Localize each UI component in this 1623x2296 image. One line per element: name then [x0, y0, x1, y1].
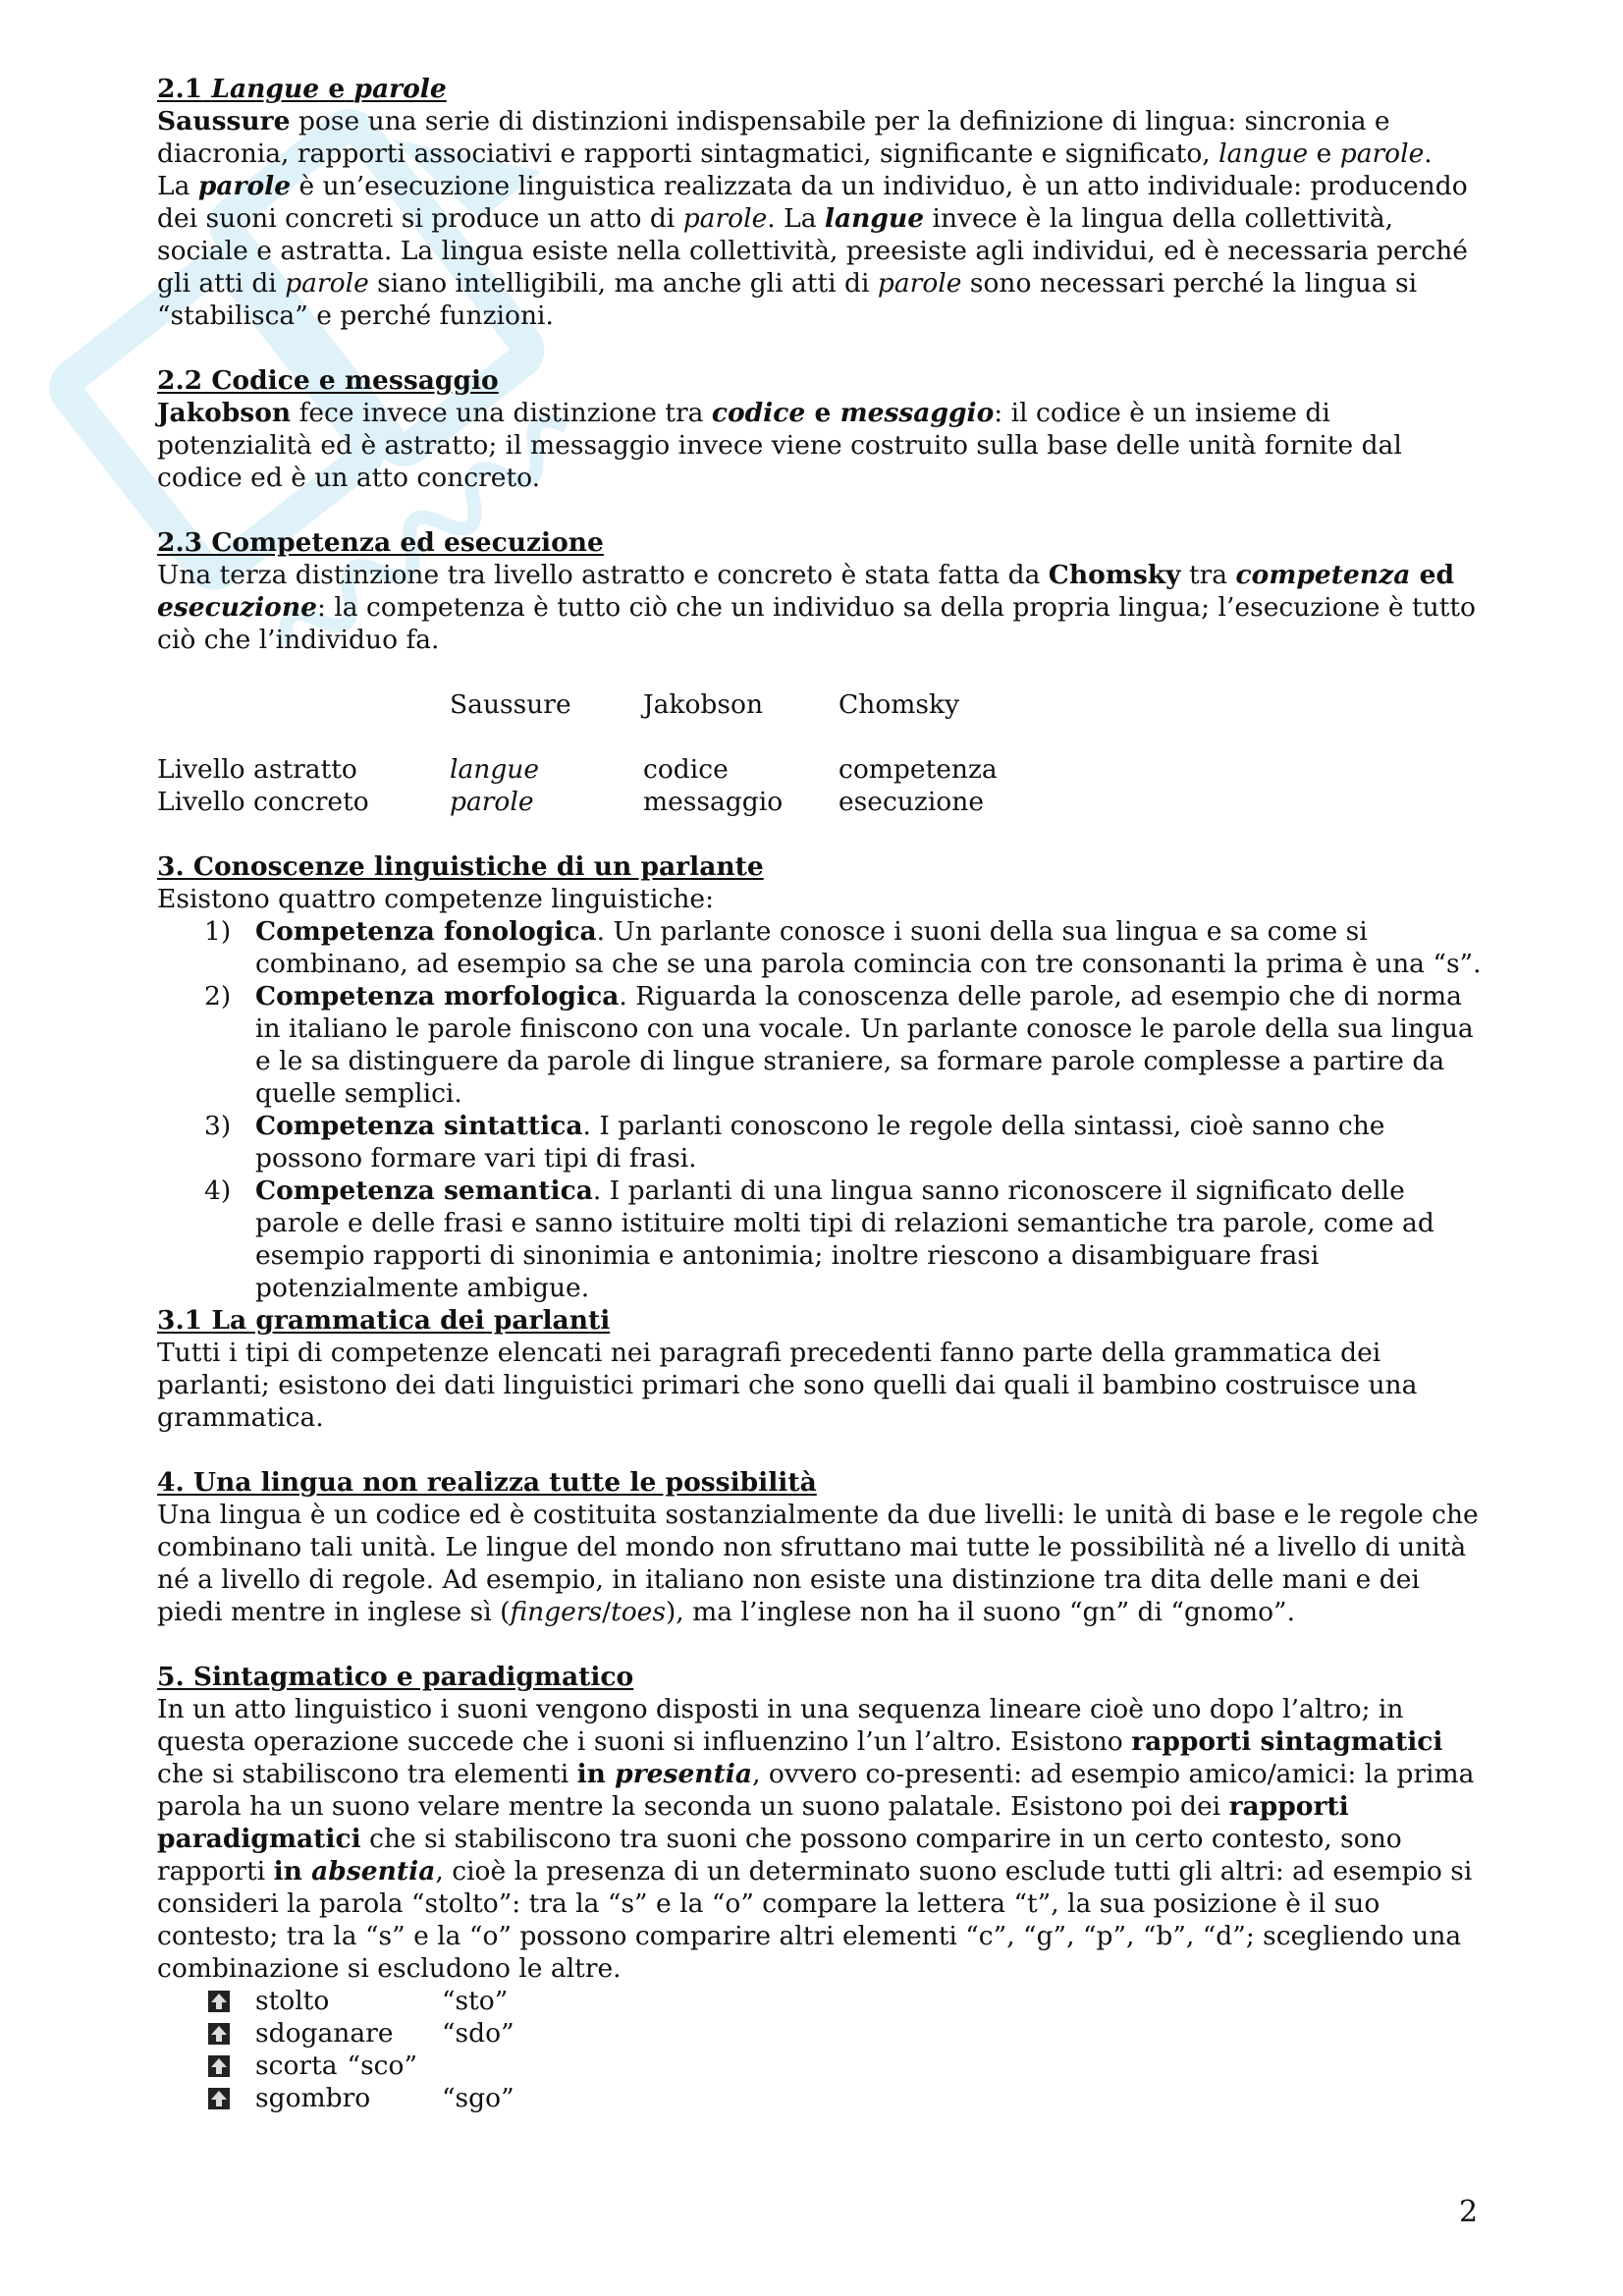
paragraph-text: fece invece una distinzione tra: [291, 398, 712, 428]
list-item-title: Competenza semantica: [255, 1175, 593, 1206]
paragraph-text: La: [157, 171, 198, 201]
emphasis-text: Saussure: [157, 106, 291, 137]
emphasis-text: parole: [682, 203, 768, 234]
table-header-row: [157, 688, 998, 721]
emphasis-text: parole: [1339, 138, 1425, 169]
competence-list: [157, 915, 1483, 1304]
paragraph-text: e: [1308, 138, 1340, 169]
paragraph-text: è un’esecuzione linguistica realizzata da un individuo, è un atto individuale: producendo dei suoni concreti si produce un atto di: [157, 171, 1468, 234]
section-heading-3: 3. Conoscenze linguistiche di un parlante: [157, 851, 764, 882]
section-heading-2-1: 2.1 Langue e parole: [157, 74, 447, 104]
paragraph-text: : il codice è un insieme di potenzialità ed è astratto; il messaggio invece viene costruito sulla base delle unità fornite dal codice ed è un atto concreto.: [157, 398, 1402, 493]
paragraph-text: siano intelligibili, ma anche gli atti di: [368, 268, 878, 299]
emphasis-text: in: [576, 1759, 616, 1789]
table-header: Chomsky: [839, 689, 960, 720]
list-item-title: Competenza sintattica: [255, 1111, 583, 1141]
list-number: 1): [204, 916, 232, 947]
arrow-bullet-icon: [208, 1991, 230, 2012]
example-word: sgombro: [255, 2083, 371, 2113]
example-segment: “sco”: [347, 2050, 418, 2081]
paragraph-text: pose una serie di distinzioni indispensabile per la definizione di lingua: sincronia e diacronia, rapporti associativi e rapporti sintagmatici, significante e significato,: [157, 106, 1390, 169]
paragraph-text: In un atto linguistico i suoni vengono disposti in una sequenza lineare cioè uno dopo l’altro; in questa operazione succede che i suoni si influenzino l’un l’altro. Esistono: [157, 1694, 1404, 1757]
list-item-text: . I parlanti di una lingua sanno riconoscere il significato delle parole e delle frasi e sanno istituire molti tipi di relazioni semantiche tra parole, come ad esempio rapporti di sinonimia e antonimia; inoltre riescono a disambiguare frasi potenzialmente ambigue.: [255, 1175, 1434, 1303]
list-item: [157, 1175, 1483, 1304]
paragraph-text: sono necessari perché la lingua si “stabilisca” e perché funzioni.: [157, 268, 1418, 331]
table-cell: Livello astratto: [157, 754, 357, 785]
table-header: Jakobson: [643, 689, 764, 720]
paragraph-sintagmatico: [157, 1693, 1483, 1985]
example-word: stolto: [255, 1986, 330, 2016]
list-number: 2): [204, 981, 232, 1011]
paragraph-text: , ovvero co-presenti: ad esempio amico/amici: la prima parola ha un suono velare mentre la seconda un suono palatale. Esistono poi dei: [157, 1759, 1475, 1822]
list-number: 4): [204, 1175, 232, 1206]
paragraph-intro-competenze: Esistono quattro competenze linguistiche:: [157, 884, 715, 914]
table-header: Saussure: [450, 689, 571, 720]
paragraph-text: . La: [767, 203, 825, 234]
table-cell: messaggio: [643, 787, 784, 817]
list-item-text: . Riguarda la conoscenza delle parole, ad esempio che di norma in italiano le parole finiscono con una vocale. Un parlante conosce le parole della sua lingua e le sa distinguere da parole di lingue straniere, sa formare parole complesse a partire da quelle semplici.: [255, 981, 1474, 1109]
emphasis-text: langue: [824, 203, 925, 234]
paragraph-text: /: [602, 1597, 612, 1627]
document-body: [157, 73, 1483, 2114]
emphasis-text: ed: [1410, 560, 1454, 590]
paragraph-text: invece è la lingua della collettività, sociale e astratta. La lingua esiste nella collettività, preesiste agli individui, ed è necessaria perché gli atti di: [157, 203, 1468, 299]
paragraph-text: .: [1424, 138, 1433, 169]
paragraph-text: Una lingua è un codice ed è costituita sostanzialmente da due livelli: le unità di base e le regole che combinano tali unità. Le lingue del mondo non sfruttano mai tutte le possibilità né a livello di unità né a livello di regole. Ad esempio, in italiano non esiste una distinzione tra dita delle mani e dei piedi mentre in inglese sì (: [157, 1500, 1479, 1627]
paragraph-text: che si stabiliscono tra suoni che possono comparire in un certo contesto, sono rapporti: [157, 1824, 1402, 1886]
paragraph-chomsky: [157, 559, 1483, 656]
example-word: scorta: [255, 2050, 338, 2081]
example-item: [157, 2017, 1483, 2050]
emphasis-text: parole: [285, 268, 369, 299]
comparison-table: [157, 688, 998, 818]
table-row: [157, 753, 998, 786]
list-item-text: . Un parlante conosce i suoni della sua lingua e sa come si combinano, ad esempio sa che se una parola comincia con tre consonanti la prima è una “s”.: [255, 916, 1482, 979]
emphasis-text: presentia: [615, 1759, 753, 1789]
example-word: sdoganare: [255, 2018, 394, 2049]
paragraph-text: : la competenza è tutto ciò che un individuo sa della propria lingua; l’esecuzione è tutto ciò che l’individuo fa.: [157, 592, 1476, 655]
section-heading-3-1: 3.1 La grammatica dei parlanti: [157, 1305, 611, 1336]
arrow-bullet-icon: [208, 2023, 230, 2045]
example-item: [157, 1985, 1483, 2017]
table-cell: competenza: [839, 754, 998, 785]
emphasis-text: parole: [197, 171, 292, 201]
emphasis-text: Chomsky: [1048, 560, 1181, 590]
list-item: [157, 915, 1483, 980]
example-list: [157, 1985, 1483, 2114]
table-cell: Livello concreto: [157, 787, 369, 817]
page-number: 2: [1459, 2195, 1479, 2229]
section-heading-2-2: 2.2 Codice e messaggio: [157, 365, 499, 396]
emphasis-text: rapporti paradigmatici: [157, 1791, 1349, 1854]
list-item-text: . I parlanti conoscono le regole della sintassi, cioè sanno che possono formare vari tipi di frasi.: [255, 1111, 1385, 1174]
list-item: [157, 1110, 1483, 1175]
example-segment: “sgo”: [442, 2083, 514, 2113]
emphasis-text: absentia: [311, 1856, 436, 1886]
table-row: [157, 786, 998, 818]
emphasis-text: langue: [1218, 138, 1309, 169]
paragraph-possibilita: [157, 1499, 1483, 1628]
paragraph-saussure: [157, 105, 1483, 170]
emphasis-text: toes: [611, 1597, 666, 1627]
paragraph-jakobson: [157, 397, 1483, 494]
arrow-bullet-icon: [208, 2088, 230, 2109]
table-cell: langue: [450, 754, 540, 785]
list-number: 3): [204, 1111, 232, 1141]
emphasis-text: in: [273, 1856, 312, 1886]
section-heading-5: 5. Sintagmatico e paradigmatico: [157, 1662, 634, 1692]
list-item-title: Competenza fonologica: [255, 916, 597, 947]
paragraph-langue-parole: [157, 170, 1483, 332]
emphasis-text: e: [805, 398, 840, 428]
paragraph-text: Una terza distinzione tra livello astratto e concreto è stata fatta da: [157, 560, 1049, 590]
paragraph-text: , cioè la presenza di un determinato suono esclude tutti gli altri: ad esempio si consideri la parola “stolto”: tra la “s” e la “o” compare la lettera “t”, la sua posizione è il suo contesto; tra la “s” e la “o” possono comparire altri elementi “c”, “g”, “p”, “b”, “d”; scegliendo una combinazione si escludono le altre.: [157, 1856, 1473, 1984]
example-item: [157, 2082, 1483, 2114]
table-cell: parole: [450, 787, 534, 817]
arrow-bullet-icon: [208, 2055, 230, 2077]
example-segment: “sto”: [442, 1986, 509, 2016]
emphasis-text: Jakobson: [157, 398, 292, 428]
emphasis-text: codice: [711, 398, 806, 428]
section-heading-4: 4. Una lingua non realizza tutte le possibilità: [157, 1467, 817, 1498]
emphasis-text: parole: [877, 268, 962, 299]
emphasis-text: competenza: [1235, 560, 1411, 590]
list-item: [157, 980, 1483, 1110]
paragraph-text: ), ma l’inglese non ha il suono “gn” di “gnomo”.: [665, 1597, 1295, 1627]
list-item-title: Competenza morfologica: [255, 981, 620, 1011]
example-item: [157, 2050, 1483, 2082]
example-segment: “sdo”: [442, 2018, 514, 2049]
table-cell: esecuzione: [839, 787, 985, 817]
emphasis-text: rapporti sintagmatici: [1131, 1726, 1443, 1757]
table-cell: codice: [643, 754, 729, 785]
emphasis-text: messaggio: [839, 398, 995, 428]
paragraph-grammatica: Tutti i tipi di competenze elencati nei paragrafi precedenti fanno parte della grammatica dei parlanti; esistono dei dati linguistici primari che sono quelli dai quali il bambino costruisce una grammatica.: [157, 1338, 1418, 1433]
emphasis-text: fingers: [510, 1597, 603, 1627]
emphasis-text: esecuzione: [157, 592, 317, 623]
paragraph-text: che si stabiliscono tra elementi: [157, 1759, 577, 1789]
paragraph-text: tra: [1180, 560, 1236, 590]
section-heading-2-3: 2.3 Competenza ed esecuzione: [157, 527, 604, 558]
